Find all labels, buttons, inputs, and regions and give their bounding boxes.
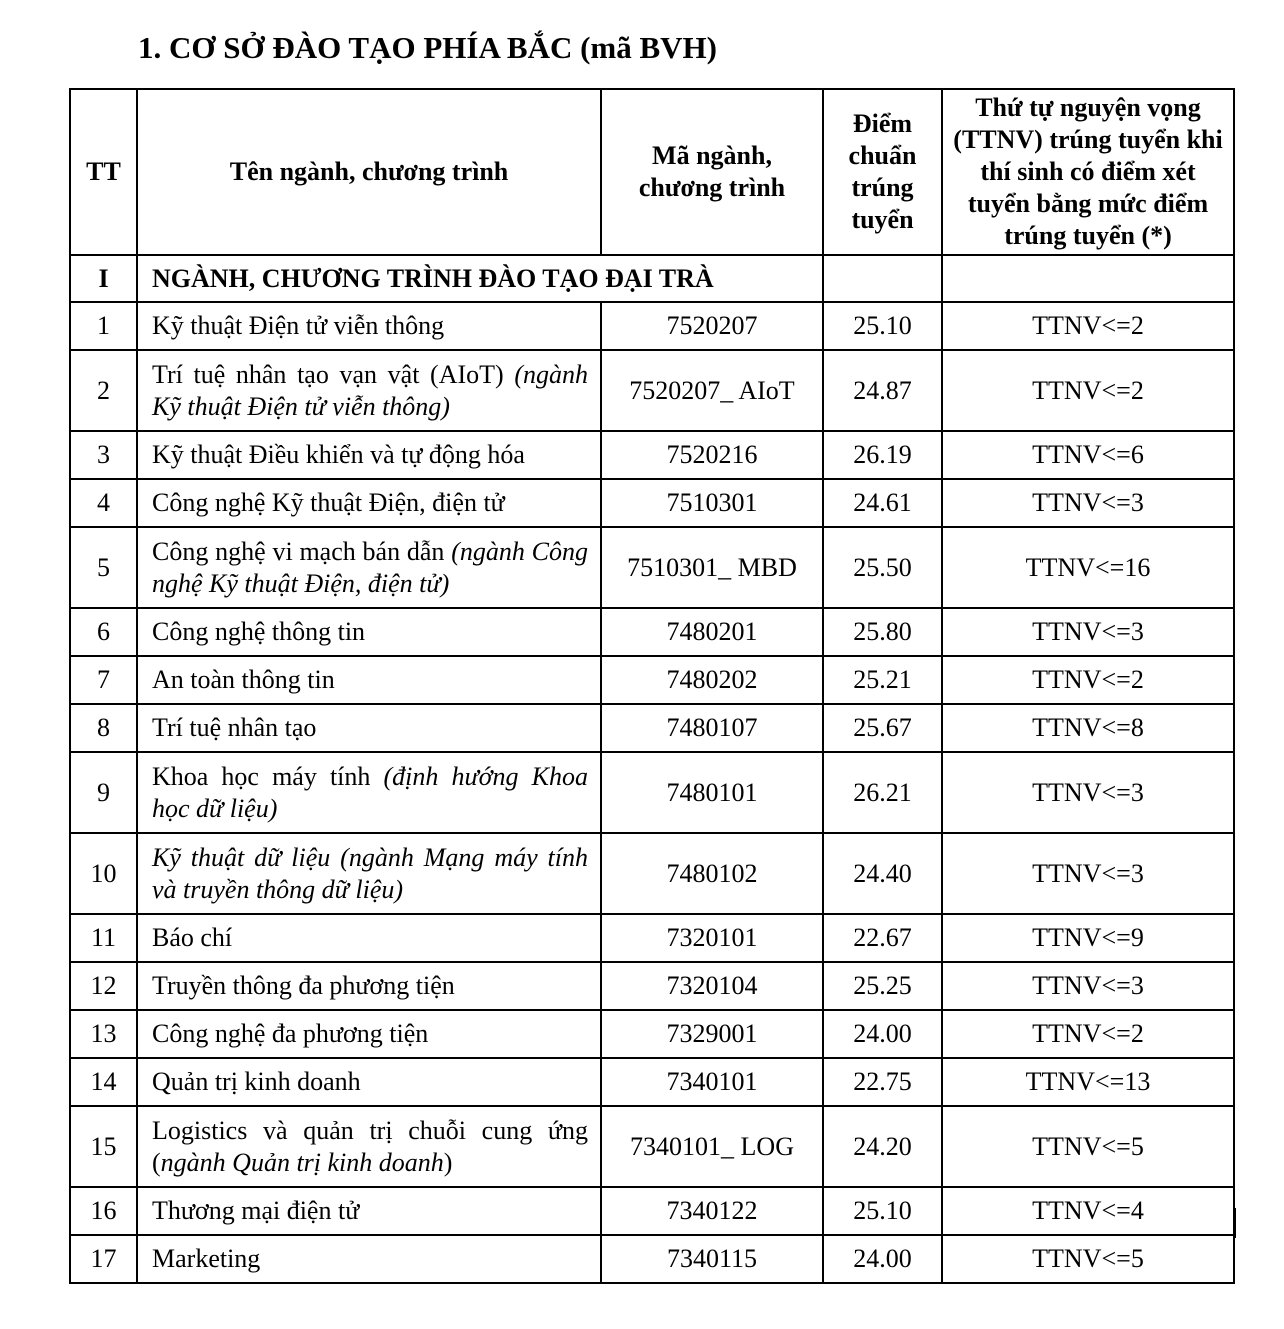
row-order: TTNV<=3 [942,752,1234,833]
row-score: 24.61 [823,479,942,527]
table-row [70,1010,1234,1058]
row-code: 7340115 [601,1235,823,1283]
row-order: TTNV<=2 [942,656,1234,704]
row-score: 25.67 [823,704,942,752]
table-row [70,350,1234,431]
row-order: TTNV<=16 [942,527,1234,608]
row-program-name [137,962,601,1010]
row-order: TTNV<=4 [942,1187,1234,1235]
table-row [70,752,1234,833]
row-tt: 7 [70,656,137,704]
row-code: 7510301_ MBD [601,527,823,608]
row-code: 7480101 [601,752,823,833]
row-program-name [137,1106,601,1187]
program-name-text: An toàn thông tin [152,665,335,694]
row-tt: 12 [70,962,137,1010]
row-score: 24.40 [823,833,942,914]
program-note-text: ngành Quản trị kinh doanh [160,1147,444,1177]
row-score: 25.25 [823,962,942,1010]
program-name-text: Logistics và quản trị chuỗi cung ứng ( [152,1115,588,1177]
row-order: TTNV<=8 [942,704,1234,752]
section-row [70,255,1234,302]
header-name: Tên ngành, chương trình [137,89,601,255]
table-row [70,914,1234,962]
row-tt: 5 [70,527,137,608]
row-code: 7320101 [601,914,823,962]
section-title: NGÀNH, CHƯƠNG TRÌNH ĐÀO TẠO ĐẠI TRÀ [137,255,823,302]
row-score: 24.87 [823,350,942,431]
section-tt: I [70,255,137,302]
row-score: 25.50 [823,527,942,608]
row-code: 7340101_ LOG [601,1106,823,1187]
row-program-name [137,656,601,704]
row-order: TTNV<=9 [942,914,1234,962]
table-header-row [70,89,1234,255]
table-row [70,704,1234,752]
row-code: 7520207 [601,302,823,350]
row-code: 7480107 [601,704,823,752]
row-order: TTNV<=3 [942,608,1234,656]
row-code: 7340101 [601,1058,823,1106]
row-tt: 17 [70,1235,137,1283]
program-name-text: Trí tuệ nhân tạo vạn vật (AIoT) [152,359,515,389]
row-program-name [137,608,601,656]
row-code: 7340122 [601,1187,823,1235]
row-score: 24.00 [823,1235,942,1283]
program-note-text: (ngành Công nghệ Kỹ thuật Điện, điện tử) [152,536,589,598]
table-row [70,962,1234,1010]
row-order: TTNV<=3 [942,962,1234,1010]
table-row [70,431,1234,479]
program-name-text: Khoa học máy tính [152,761,384,791]
program-name-text: Marketing [152,1244,261,1273]
row-code: 7520216 [601,431,823,479]
row-order: TTNV<=5 [942,1106,1234,1187]
program-note-text: Kỹ thuật dữ liệu (ngành Mạng máy tính và truyền thông dữ liệu) [152,842,588,904]
row-score: 25.10 [823,302,942,350]
program-name-text: Công nghệ vi mạch bán dẫn [152,536,452,566]
row-score: 26.19 [823,431,942,479]
row-tt: 6 [70,608,137,656]
row-tt: 2 [70,350,137,431]
row-code: 7480102 [601,833,823,914]
program-name-text: Báo chí [152,923,233,952]
row-program-name [137,527,601,608]
row-program-name [137,1235,601,1283]
row-program-name [137,431,601,479]
row-score: 24.00 [823,1010,942,1058]
row-score: 24.20 [823,1106,942,1187]
row-score: 25.10 [823,1187,942,1235]
program-name-text: Quản trị kinh doanh [152,1067,361,1096]
row-program-name [137,1010,601,1058]
table-row [70,1106,1234,1187]
row-program-name [137,914,601,962]
row-order: TTNV<=5 [942,1235,1234,1283]
row-tt: 1 [70,302,137,350]
row-score: 26.21 [823,752,942,833]
program-note-tail: ) [443,1147,453,1177]
table-row [70,1058,1234,1106]
row-tt: 4 [70,479,137,527]
header-score: Điểm chuẩn trúng tuyển [823,89,942,255]
row-tt: 3 [70,431,137,479]
row-tt: 8 [70,704,137,752]
header-code: Mã ngành, chương trình [601,89,823,255]
program-name-text: Truyền thông đa phương tiện [152,971,455,1000]
row-program-name [137,704,601,752]
table-row [70,527,1234,608]
program-note-text: (định hướng Khoa học dữ liệu) [152,761,588,823]
program-name-text: Công nghệ thông tin [152,617,366,646]
header-tt: TT [70,89,137,255]
row-score: 25.21 [823,656,942,704]
program-name-text: Kỹ thuật Điều khiển và tự động hóa [152,440,525,469]
table-row [70,833,1234,914]
row-order: TTNV<=3 [942,479,1234,527]
program-name-text: Trí tuệ nhân tạo [152,713,317,742]
program-name-text: Công nghệ đa phương tiện [152,1019,429,1048]
header-order: Thứ tự nguyện vọng (TTNV) trúng tuyển khi thí sinh có điểm xét tuyển bằng mức điểm trúng tuyển (*) [942,89,1234,255]
table-row [70,1187,1234,1235]
row-tt: 16 [70,1187,137,1235]
row-order: TTNV<=13 [942,1058,1234,1106]
section-empty-order [942,255,1234,302]
row-order: TTNV<=2 [942,302,1234,350]
row-tt: 11 [70,914,137,962]
row-code: 7520207_ AIoT [601,350,823,431]
table-row [70,608,1234,656]
table-row [70,656,1234,704]
page-title: 1. CƠ SỞ ĐÀO TẠO PHÍA BẮC (mã BVH) [138,30,717,65]
section-empty-score [823,255,942,302]
row-program-name [137,752,601,833]
row-score: 22.75 [823,1058,942,1106]
row-tt: 14 [70,1058,137,1106]
row-program-name [137,302,601,350]
row-score: 22.67 [823,914,942,962]
row-tt: 9 [70,752,137,833]
program-name-text: Kỹ thuật Điện tử viễn thông [152,311,445,340]
row-program-name [137,1058,601,1106]
row-order: TTNV<=3 [942,833,1234,914]
row-code: 7329001 [601,1010,823,1058]
row-program-name [137,350,601,431]
row-order: TTNV<=6 [942,431,1234,479]
table-row [70,302,1234,350]
row-tt: 10 [70,833,137,914]
program-name-text: Công nghệ Kỹ thuật Điện, điện tử [152,488,505,517]
program-note-text: (ngành Kỹ thuật Điện tử viễn thông) [152,359,588,421]
text-cursor [1234,1208,1236,1238]
program-name-text: Thương mại điện tử [152,1196,360,1225]
admission-table [69,88,1235,1284]
table-row [70,479,1234,527]
row-code: 7480201 [601,608,823,656]
row-code: 7320104 [601,962,823,1010]
row-code: 7480202 [601,656,823,704]
row-program-name [137,833,601,914]
row-program-name [137,479,601,527]
row-code: 7510301 [601,479,823,527]
row-tt: 15 [70,1106,137,1187]
table-row [70,1235,1234,1283]
row-tt: 13 [70,1010,137,1058]
row-program-name [137,1187,601,1235]
row-order: TTNV<=2 [942,350,1234,431]
row-score: 25.80 [823,608,942,656]
row-order: TTNV<=2 [942,1010,1234,1058]
